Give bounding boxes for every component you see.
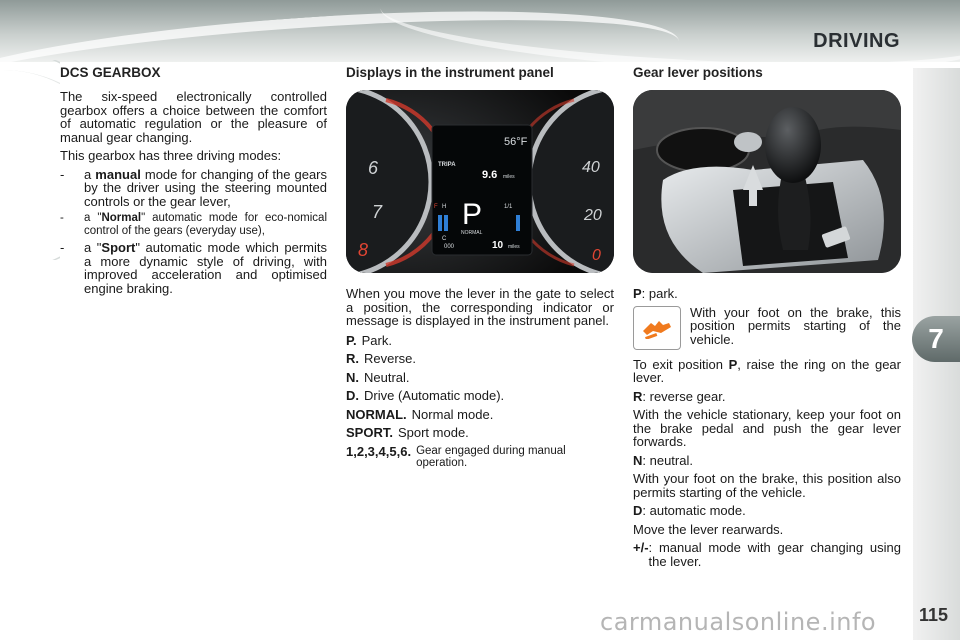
position-n: N : neutral. [633, 452, 693, 468]
lcd-ratio: 1/1 [504, 204, 513, 210]
brake-warning [633, 306, 901, 350]
instrument-cluster-image [346, 90, 614, 273]
lcd-trip-unit: miles [503, 174, 515, 180]
tick-label: 20 [584, 207, 602, 224]
instrument-cluster-illustration [346, 90, 614, 273]
mode-item: - a manual mode for changing of the gears by the driver using the steering mounted controls or the gear lever, [60, 166, 328, 209]
definition-item: SPORT. Sport mode. [346, 425, 469, 440]
gear-lever-section [633, 66, 901, 573]
position-r: R : reverse gear. [633, 388, 726, 404]
lcd-gear-mode: NORMAL [461, 230, 483, 236]
warning-text: With your foot on the brake, this position permits starting of the vehicle. [690, 304, 901, 347]
position-p: P : park. [633, 286, 678, 301]
lcd-odo-unit: miles [508, 244, 520, 250]
lcd-gear-indicator: P [462, 198, 483, 231]
definition-item: N. Neutral. [346, 369, 410, 385]
tick-label: 0 [592, 247, 601, 264]
definition-item: 1,2,3,4,5,6. Gear engaged during manual operation. [346, 443, 566, 469]
watermark: carmanualsonline.info [600, 608, 877, 636]
gear-lever-illustration [633, 90, 901, 273]
lcd-temp-hot: H [442, 204, 447, 210]
chapter-title: DRIVING [813, 30, 900, 52]
lcd-odo-value: 10 [492, 240, 504, 251]
lcd-fuel-full: F [434, 204, 438, 210]
lcd-temperature: 56°F [504, 136, 528, 148]
definition-item: D. Drive (Automatic mode). [346, 388, 505, 403]
lcd-temp-cold: C [442, 236, 447, 242]
stationary-text: With the vehicle stationary, keep your foot on the brake pedal and push the gear lever forwards. [633, 407, 901, 449]
exit-park-text: To exit position P, raise the ring on the gear lever. [633, 356, 901, 385]
lcd-trip-value: 9.6 [482, 169, 498, 181]
left-decoration [0, 60, 60, 260]
tick-label: 8 [358, 240, 369, 260]
mode-item: - a "Normal" automatic mode for eco-nomical control of the gears (everyday use), [60, 212, 327, 237]
lcd-gauge-bar [516, 215, 520, 231]
definition-item: P. Park. [346, 332, 392, 348]
mode-item: - a "Sport" automatic mode which permits a more dynamic style of driving, with improved acceleration and optimised engine braking. [60, 240, 327, 296]
gear-lever-image [633, 90, 901, 273]
neutral-note: With your foot on the brake, this position also permits starting of the vehicle. [633, 471, 901, 500]
definition-item: NORMAL. Normal mode. [346, 406, 494, 422]
section-heading: Gear lever positions [633, 65, 763, 80]
position-manual: +/- : manual mode with gear changing using the lever. [633, 540, 901, 569]
tick-label: 6 [368, 158, 379, 178]
display-intro: When you move the lever in the gate to select a position, the corresponding indicator or message is displayed in the instrument panel. [346, 286, 614, 328]
dcs-gearbox-section [60, 66, 327, 299]
rearwards-text: Move the lever rearwards. [633, 521, 784, 537]
displays-section [346, 66, 614, 475]
definition-item: R. Reverse. [346, 351, 417, 366]
foot-on-brake-icon [633, 306, 681, 350]
tick-label: 7 [372, 202, 383, 222]
page-number: 115 [918, 605, 948, 625]
lcd-temp-bar [444, 215, 448, 231]
chapter-tab[interactable]: 7 [912, 316, 960, 362]
lcd-trip-label: TRIPA [438, 162, 456, 168]
lcd-odo-left: 000 [444, 244, 455, 250]
foot-on-brake-icon-glyph [641, 317, 673, 339]
lcd-fuel-bar [438, 215, 442, 231]
modes-intro: This gearbox has three driving modes: [60, 148, 282, 163]
section-heading: DCS GEARBOX [60, 65, 161, 80]
intro-paragraph: The six-speed electronically controlled gearbox offers a choice between the comfort of automatic regulation or the pleasure of manual gear changing. [60, 89, 327, 145]
tick-label: 40 [582, 159, 600, 176]
decor-arc [0, 70, 60, 260]
section-heading: Displays in the instrument panel [346, 65, 554, 80]
position-d: D : automatic mode. [633, 503, 746, 518]
